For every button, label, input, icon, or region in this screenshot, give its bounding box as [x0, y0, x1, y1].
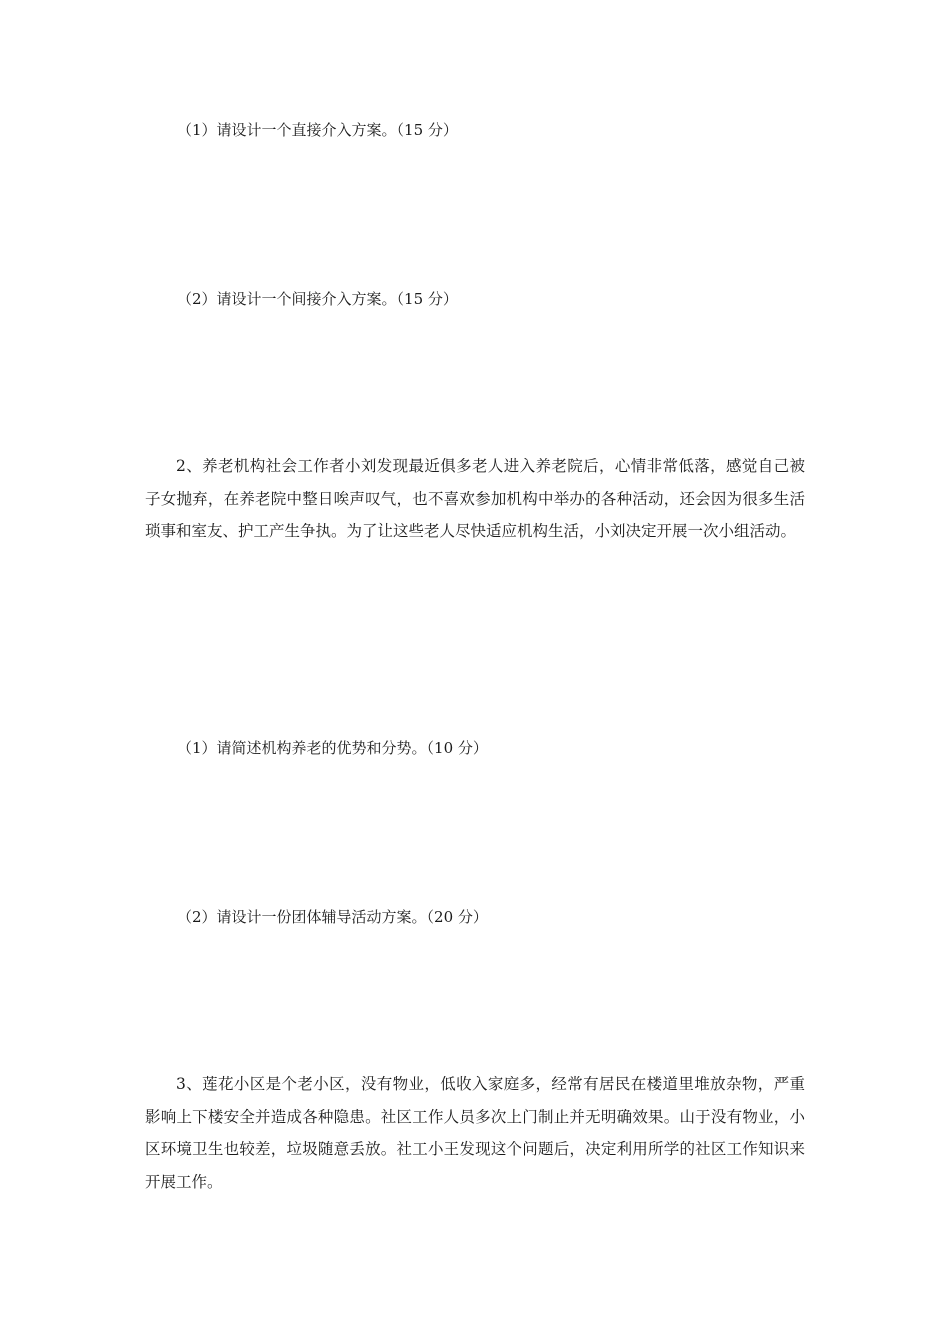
question-2-stem: 2、养老机构社会工作者小刘发现最近俱多老人进入养老院后，心情非常低落，感觉自己被子女抛弃，在养老院中整日唉声叹气，也不喜欢参加机构中举办的各种活动，还会因为很多生活琐事和室友、护工产生争执。为了让这些老人尽快适应机构生活，小刘决定开展一次小组活动。	[145, 457, 805, 540]
question-3-stem: 3、莲花小区是个老小区，没有物业，低收入家庭多，经常有居民在楼道里堆放杂物，严重影响上下楼安全并造成各种隐患。社区工作人员多次上门制止并无明确效果。山于没有物业，小区环境卫生也较差，垃圾随意丢放。社工小王发现这个问题后，决定利用所学的社区工作知识来开展工作。	[145, 1075, 805, 1191]
question-2-sub-1: （1）请简述机构养老的优势和分势。（10 分）	[177, 739, 488, 757]
question-2-sub-2: （2）请设计一份团体辅导活动方案。（20 分）	[177, 908, 488, 926]
question-1-sub-1: （1）请设计一个直接介入方案。（15 分）	[177, 121, 458, 139]
question-1-sub-2: （2）请设计一个间接介入方案。（15 分）	[177, 290, 458, 308]
